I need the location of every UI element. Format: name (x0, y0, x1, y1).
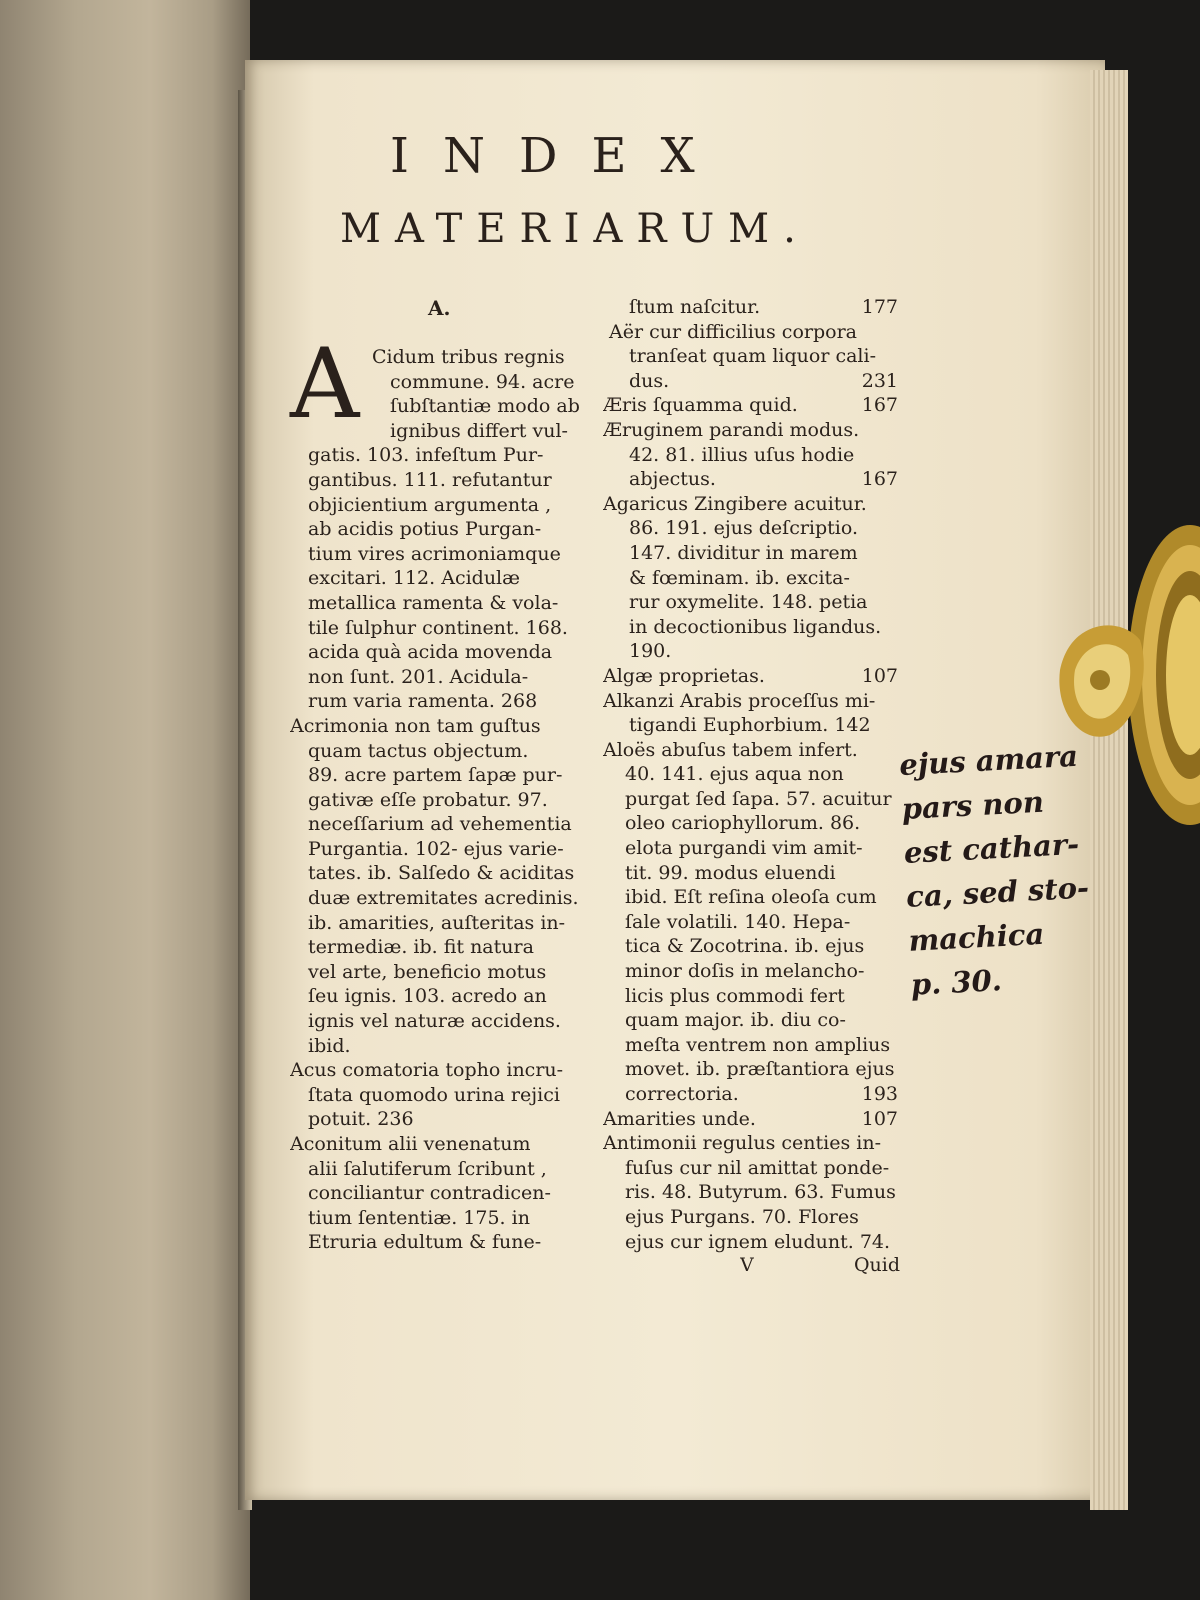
index-text: ejus cur ignem eludunt. 74. (625, 1230, 891, 1253)
index-text: tile ſulphur continent. 168. (308, 616, 568, 639)
index-line (290, 394, 590, 419)
index-text: Alkanzi Arabis proceſſus mi- (603, 689, 876, 712)
index-line (603, 1156, 898, 1181)
index-line (603, 811, 898, 836)
index-line (603, 713, 898, 738)
index-text: 147. dividitur in marem (629, 541, 858, 564)
index-text: metallica ramenta & vola- (308, 591, 559, 614)
index-line (603, 664, 898, 689)
index-text: Æruginem parandi modus. (603, 418, 860, 441)
index-text: Acrimonia non tam guſtus (290, 714, 541, 737)
index-line (603, 516, 898, 541)
index-text: fuſus cur nil amittat ponde- (625, 1156, 890, 1179)
index-line (290, 1181, 590, 1206)
index-line (603, 1057, 898, 1082)
index-line (603, 762, 898, 787)
index-text: purgat ſed ſapa. 57. acuitur (625, 787, 892, 810)
index-line (603, 344, 898, 369)
index-line (290, 1206, 590, 1231)
index-line (603, 492, 898, 517)
index-text: rur oxymelite. 148. petia (629, 591, 868, 614)
index-text: dus. (629, 369, 670, 392)
index-column-right (603, 295, 898, 1254)
index-line (603, 639, 898, 664)
index-text: ab acidis potius Purgan- (308, 518, 542, 541)
index-text: ſtata quomodo urina rejici (308, 1083, 560, 1106)
index-line (290, 468, 590, 493)
index-text: Agaricus Zingibere acuitur. (603, 492, 867, 515)
index-line (290, 443, 590, 468)
index-text: oleo cariophyllorum. 86. (625, 812, 861, 835)
page-reference: 193 (861, 1083, 898, 1105)
index-line (603, 836, 898, 861)
index-line (603, 1008, 898, 1033)
index-text: rum varia ramenta. 268 (308, 690, 538, 713)
page-reference: 167 (861, 394, 898, 417)
index-line (290, 1132, 590, 1157)
index-text: neceſſarium ad vehementia (308, 813, 572, 836)
index-line (603, 885, 898, 910)
index-line (603, 418, 898, 443)
index-line (290, 1083, 590, 1108)
page-reference: 167 (861, 468, 898, 491)
index-text: alii ſalutiferum ſcribunt , (308, 1157, 547, 1180)
index-text: correctoria. (625, 1083, 739, 1105)
index-line (290, 763, 590, 788)
index-text: tium ſententiæ. 175. in (308, 1206, 530, 1229)
index-line (290, 739, 590, 764)
index-line (603, 861, 898, 886)
index-text: Aër cur difficilius corpora (609, 320, 857, 343)
page-reference: 177 (861, 296, 898, 318)
index-line (603, 1205, 898, 1230)
index-line (603, 787, 898, 812)
index-text: gatis. 103. infeſtum Pur- (308, 444, 544, 467)
index-text: ignibus differt vul- (390, 419, 568, 442)
index-text: 89. acre partem ſapæ pur- (308, 764, 563, 787)
index-line (603, 934, 898, 959)
index-text: Etruria edultum & fune- (308, 1231, 542, 1254)
index-text: tranſeat quam liquor cali- (629, 345, 876, 368)
index-text: tigandi Euphorbium. 142 (629, 714, 871, 737)
index-text: 86. 191. ejus deſcriptio. (629, 517, 859, 540)
index-line (290, 960, 590, 985)
index-line (290, 861, 590, 886)
index-text: commune. 94. acre (390, 370, 575, 393)
index-text: Amarities unde. (603, 1107, 756, 1130)
index-line (290, 370, 590, 395)
page-reference: 107 (861, 1107, 898, 1130)
index-line (603, 1107, 898, 1132)
brass-clasp-ornament (1040, 520, 1200, 850)
index-line (603, 443, 898, 468)
index-text: gantibus. 111. refutantur (308, 468, 552, 491)
index-line (290, 837, 590, 862)
catchword: Quid (853, 1254, 900, 1276)
page-footer (740, 1253, 900, 1278)
index-line (290, 1107, 590, 1132)
index-line (603, 393, 898, 418)
index-text: tit. 99. modus eluendi (625, 861, 836, 884)
handwritten-line: p. 30. (909, 963, 1003, 1002)
index-text: gativæ eſſe probatur. 97. (308, 788, 548, 811)
index-line (603, 1082, 898, 1107)
index-text: meſta ventrem non amplius (625, 1033, 891, 1056)
page-reference: 231 (861, 369, 898, 392)
index-line (603, 689, 898, 714)
index-text: ſale volatili. 140. Hepa- (625, 910, 851, 933)
index-line (290, 419, 590, 444)
drop-cap: A (290, 328, 360, 440)
index-line (290, 1230, 590, 1255)
index-line (603, 295, 898, 320)
index-line (290, 1157, 590, 1182)
index-text: 190. (629, 640, 672, 663)
index-text: ris. 48. Butyrum. 63. Fumus (625, 1181, 896, 1204)
index-text: 40. 141. ejus aqua non (625, 763, 844, 786)
index-text: minor doſis in melancho- (625, 960, 865, 983)
index-text: Acus comatoria topho incru- (290, 1059, 564, 1082)
index-text: ſeu ignis. 103. acredo an (308, 985, 547, 1008)
index-text: excitari. 112. Acidulæ (308, 567, 520, 590)
index-line (603, 738, 898, 763)
index-text: Purgantia. 102- ejus varie- (308, 837, 564, 860)
index-line (290, 984, 590, 1009)
index-line (603, 1230, 898, 1255)
index-text: quam major. ib. diu co- (625, 1009, 846, 1032)
index-line (290, 689, 590, 714)
index-line (603, 320, 898, 345)
index-line (290, 1034, 590, 1059)
index-line (603, 910, 898, 935)
index-text: Æris ſquamma quid. (603, 394, 798, 417)
index-line (290, 714, 590, 739)
index-line (603, 984, 898, 1009)
index-line (290, 665, 590, 690)
index-line (603, 1131, 898, 1156)
index-text: vel arte, beneficio motus (308, 960, 547, 983)
index-text: objicientium argumenta , (308, 493, 552, 516)
index-text: ibid. Eſt reſina oleoſa cum (625, 886, 877, 909)
index-text: ib. amarities, auſteritas in- (308, 911, 566, 934)
index-text: duæ extremitates acredinis. (308, 887, 579, 910)
index-text: licis plus commodi fert (625, 984, 845, 1007)
index-column-left (290, 345, 590, 1255)
handwritten-line: est cathar- (903, 826, 1080, 870)
index-text: acida quà acida movenda (308, 641, 553, 664)
index-text: tium vires acrimoniamque (308, 542, 561, 565)
index-line (603, 615, 898, 640)
index-text: ibid. (308, 1034, 351, 1057)
index-line (290, 542, 590, 567)
index-line (290, 493, 590, 518)
index-line (290, 911, 590, 936)
index-text: Antimonii regulus centies in- (603, 1132, 881, 1155)
index-text: ſubſtantiæ modo ab (390, 395, 580, 418)
index-line (603, 566, 898, 591)
index-text: 42. 81. illius uſus hodie (629, 443, 855, 466)
index-text: ignis vel naturæ accidens. (308, 1010, 561, 1033)
index-text: tates. ib. Salſedo & aciditas (308, 862, 575, 885)
index-text: termediæ. ib. fit natura (308, 936, 534, 959)
index-text: & fœminam. ib. excita- (629, 566, 850, 589)
index-line (290, 640, 590, 665)
index-text: in decoctionibus ligandus. (629, 615, 882, 638)
index-line (603, 467, 898, 492)
index-text: non ſunt. 201. Acidula- (308, 665, 529, 688)
index-line (290, 566, 590, 591)
index-line (603, 1180, 898, 1205)
index-line (290, 886, 590, 911)
index-line (290, 788, 590, 813)
index-line (290, 935, 590, 960)
index-line (290, 1009, 590, 1034)
index-line (290, 345, 590, 370)
index-text: movet. ib. præſtantiora ejus (625, 1058, 895, 1081)
index-text: elota purgandi vim amit- (625, 837, 863, 860)
index-line (290, 616, 590, 641)
index-text: ejus Purgans. 70. Flores (625, 1205, 859, 1228)
handwritten-line: pars non (900, 784, 1045, 827)
index-line (603, 590, 898, 615)
index-line (603, 369, 898, 394)
index-line (290, 812, 590, 837)
handwritten-line: ejus amara (898, 738, 1079, 783)
page-title-materiarum: MATERIARUM. (340, 206, 810, 252)
section-heading: A. (428, 296, 451, 320)
handwritten-line: ca, sed sto- (905, 870, 1090, 914)
page-title-index: INDEX (390, 128, 729, 184)
index-text: tica & Zocotrina. ib. ejus (625, 935, 865, 958)
index-text: Aloës abuſus tabem infert. (603, 738, 858, 761)
index-text: Cidum tribus regnis (372, 346, 565, 368)
index-line (290, 591, 590, 616)
index-text: abjectus. (629, 468, 716, 491)
index-line (290, 1058, 590, 1083)
index-text: ſtum naſcitur. (629, 296, 761, 318)
index-text: conciliantur contradicen- (308, 1182, 551, 1205)
index-text: potuit. 236 (308, 1108, 414, 1131)
left-page (0, 0, 250, 1600)
index-line (290, 517, 590, 542)
handwritten-line: machica (907, 916, 1045, 958)
page-reference: 107 (861, 664, 898, 687)
index-line (603, 541, 898, 566)
index-text: quam tactus objectum. (308, 739, 529, 762)
index-line (603, 1033, 898, 1058)
index-text: Aconitum alii venenatum (290, 1133, 531, 1155)
index-line (603, 959, 898, 984)
signature-mark: V (740, 1254, 754, 1276)
index-text: Algæ proprietas. (603, 664, 765, 687)
